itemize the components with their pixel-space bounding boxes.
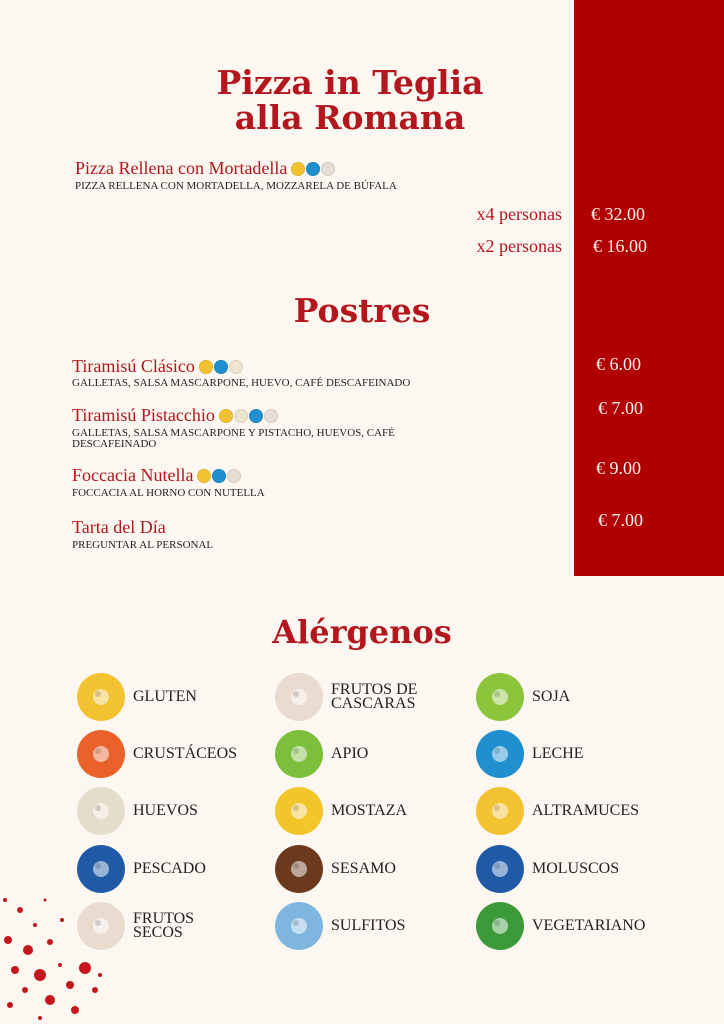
allergen-label: PESCADO xyxy=(133,860,206,877)
milk-icon xyxy=(249,409,263,423)
pizza-title-line1: Pizza in Teglia xyxy=(216,63,484,102)
egg-icon xyxy=(77,787,125,835)
gluten-icon xyxy=(219,409,233,423)
lettuce-icon xyxy=(476,902,524,950)
egg-icon xyxy=(234,409,248,423)
soy-icon xyxy=(476,673,524,721)
dessert-desc: PREGUNTAR AL PERSONAL xyxy=(72,539,214,551)
nuts-icon xyxy=(227,469,241,483)
dessert-label: Foccacia Nutella xyxy=(72,465,194,485)
allergen-label: FRUTOS DE CASCARAS xyxy=(331,681,418,712)
allergen-item xyxy=(476,673,642,721)
allergen-label: APIO xyxy=(331,745,369,762)
dessert-allergen-icons xyxy=(199,360,243,374)
allergen-label: SOJA xyxy=(532,688,571,705)
allergen-item xyxy=(77,673,243,721)
dessert-desc: GALLETAS, SALSA MASCARPONE, HUEVO, CAFÉ DESCAFEINADO xyxy=(72,377,411,389)
allergen-label: ALTRAMUCES xyxy=(532,802,639,819)
allergen-label: GLUTEN xyxy=(133,688,197,705)
gluten-icon xyxy=(197,469,211,483)
dessert-desc: FOCCACIA AL HORNO CON NUTELLA xyxy=(72,487,265,499)
milk-icon xyxy=(214,360,228,374)
dessert-item-name xyxy=(72,405,278,426)
milk-icon xyxy=(476,730,524,778)
pizza-allergen-icons xyxy=(291,162,335,176)
dessert-item-name xyxy=(72,517,166,538)
dessert-label: Tiramisú Pistacchio xyxy=(72,405,215,425)
dessert-price: € 7.00 xyxy=(598,398,643,418)
dessert-price: € 7.00 xyxy=(598,510,643,530)
hazelnut-icon xyxy=(275,673,323,721)
allergen-label: MOLUSCOS xyxy=(532,860,620,877)
allergen-item xyxy=(77,730,243,778)
dessert-label: Tiramisú Clásico xyxy=(72,356,195,376)
allergen-label: SULFITOS xyxy=(331,917,406,934)
allergen-label: FRUTOS SECOS xyxy=(133,910,195,941)
pizza-item-name xyxy=(75,158,335,179)
allergen-label: SESAMO xyxy=(331,860,396,877)
allergen-label: VEGETARIANO xyxy=(532,917,646,934)
allergen-label: MOSTAZA xyxy=(331,802,408,819)
nuts-icon xyxy=(264,409,278,423)
alergenos-section-title: Alérgenos xyxy=(272,613,452,651)
allergen-label: HUEVOS xyxy=(133,802,198,819)
dessert-price: € 9.00 xyxy=(596,458,641,478)
milk-icon xyxy=(306,162,320,176)
allergen-item xyxy=(476,902,646,950)
allergen-item xyxy=(275,845,441,893)
allergen-item xyxy=(275,730,441,778)
lupin-icon xyxy=(476,787,524,835)
allergen-item xyxy=(476,730,642,778)
portion-2-price: € 16.00 xyxy=(593,236,647,256)
dessert-label: Tarta del Día xyxy=(72,517,166,537)
dessert-item-name xyxy=(72,465,241,486)
postres-section-title: Postres xyxy=(293,291,431,330)
allergen-item xyxy=(77,787,243,835)
milk-icon xyxy=(212,469,226,483)
portion-4-label: x4 personas xyxy=(476,204,562,224)
pizza-item-desc: PIZZA RELLENA CON MORTADELLA, MOZZARELA DE BÚFALA xyxy=(75,180,397,192)
celery-icon xyxy=(275,730,323,778)
allergen-item xyxy=(275,902,441,950)
mustard-icon xyxy=(275,787,323,835)
pizza-title-line2: alla Romana xyxy=(234,97,466,137)
red-price-panel xyxy=(574,0,724,576)
allergen-item xyxy=(476,845,642,893)
dessert-price: € 6.00 xyxy=(596,354,641,374)
allergen-item xyxy=(275,787,441,835)
pizza-item-label: Pizza Rellena con Mortadella xyxy=(75,158,288,178)
dessert-allergen-icons xyxy=(219,409,278,423)
allergen-label: LECHE xyxy=(532,745,584,762)
gluten-icon xyxy=(199,360,213,374)
crab-icon xyxy=(77,730,125,778)
wheat-icon xyxy=(77,673,125,721)
dessert-desc: GALLETAS, SALSA MASCARPONE Y PISTACHO, HUEVOS, CAFÉ DESCAFEINADO xyxy=(72,427,395,450)
nuts-icon xyxy=(321,162,335,176)
wine-glass-icon xyxy=(275,902,323,950)
allergen-label: CRUSTÁCEOS xyxy=(133,745,238,762)
paint-splatter-decoration xyxy=(0,880,120,1024)
allergen-item xyxy=(275,673,441,721)
pizza-section-title xyxy=(160,63,540,137)
shell-icon xyxy=(476,845,524,893)
egg-icon xyxy=(229,360,243,374)
dessert-allergen-icons xyxy=(197,469,241,483)
portion-2-label: x2 personas xyxy=(476,236,562,256)
dessert-item-name xyxy=(72,356,243,377)
gluten-icon xyxy=(291,162,305,176)
sesame-icon xyxy=(275,845,323,893)
allergen-item xyxy=(476,787,642,835)
portion-4-price: € 32.00 xyxy=(591,204,645,224)
